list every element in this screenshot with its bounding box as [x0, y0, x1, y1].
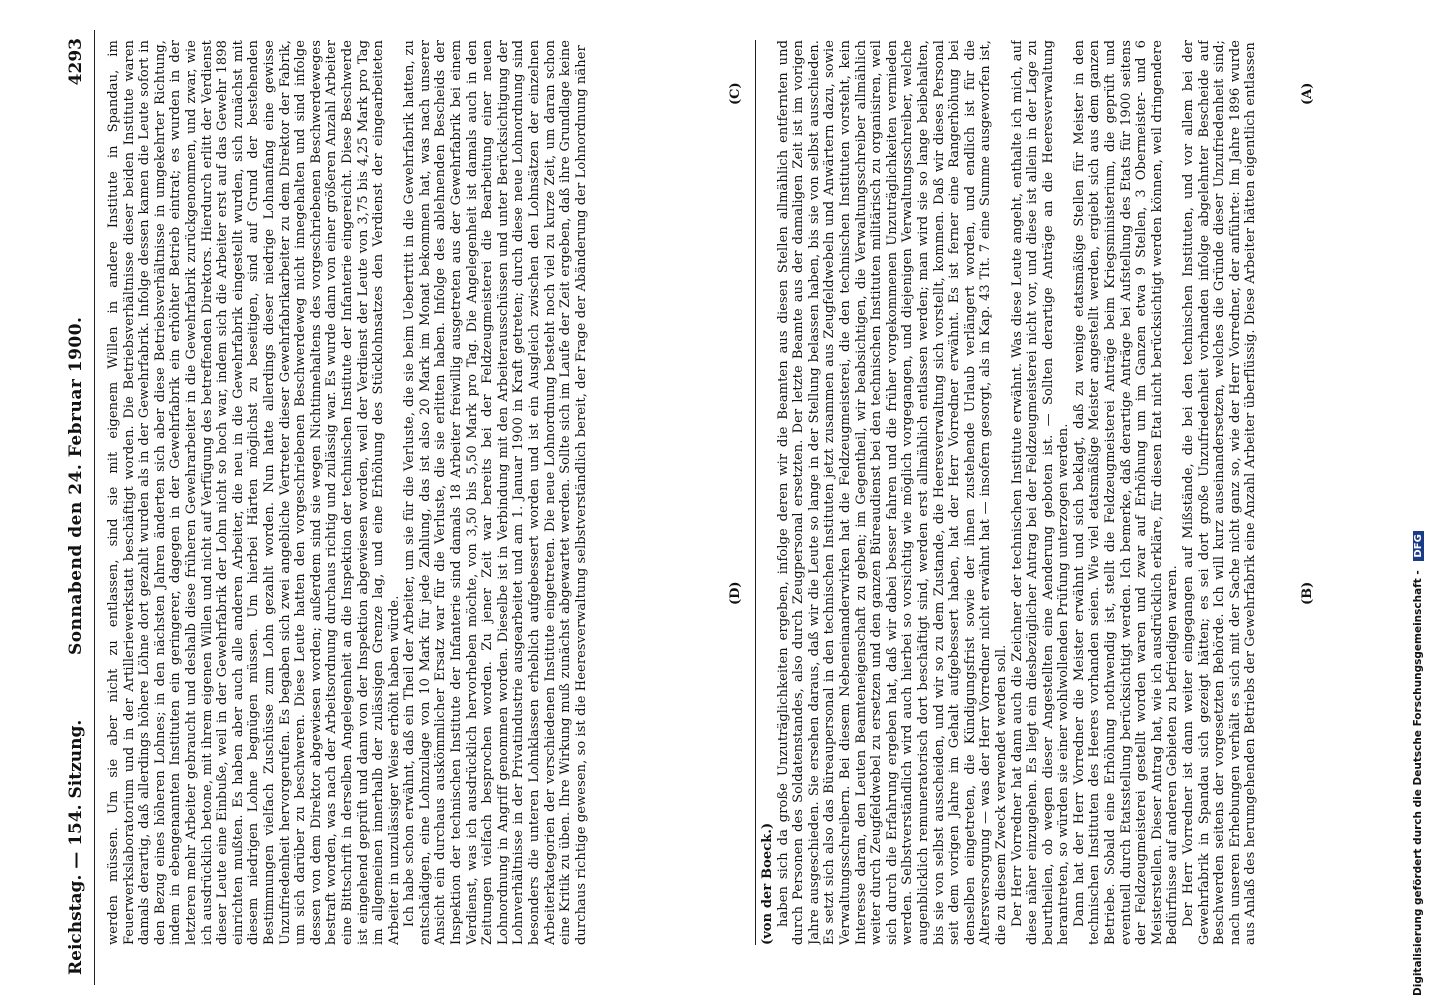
- header-date: Sonnabend den 24. Februar 1900.: [66, 316, 86, 655]
- margin-mark-d: (D): [728, 581, 743, 605]
- paragraph: Dann hat der Herr Vorredner die Meister erwähnt und sich beklagt, daß zu wenige etatsmäßige Stellen für Meister in den technischen Instituten des Heeres vorhanden seien. Wie viel etatsmäßige Meister angestellt werden, ergiebt sich aus dem ganzen Betriebe. Sobald eine Erhöhung nothwendig ist, stellt die Feldzeugmeisterei Anträge beim Kriegsministerium, die geprüft und eventuell durch Etatsstellung berücksichtigt werden. Ich bemerke, daß derartige Anträge bei Aufstellung des Etats für 1900 seitens der Feldzeugmeisterei gestellt worden waren und zwar auf Erhöhung um im Ganzen etwa 9 Stellen, 3 Obermeister- und 6 Meisterstellen. Dieser Antrag hat, wie ich ausdrücklich erkläre, für diesen Etat nicht berücksichtigt werden können, weil dringendere Bedürfnisse auf anderen Gebieten zu befriedigen waren.: [1071, 40, 1181, 945]
- paragraph: werden müssen. Um sie aber nicht zu entlassen, sind sie mit eigenem Willen in andere Institute in Spandau, im Feuerwerkslaboratorium und in der Artilleriewerkstatt beschäftigt worden. Die Betriebsverhältnisse dieser beiden Institute waren damals derartig, daß allerdings höhere Löhne dort gezahlt wurden als in der Gewehrfabrik. Infolge dessen kamen die Leute sofort in den Bezug eines höheren Lohnes; in den nächsten Jahren änderten sich aber diese Betriebsverhältnisse in umgekehrter Richtung, indem in ebengenannten Instituten ein geringerer, dagegen in der Gewehrfabrik ein erhöhter Betrieb eintrat; es wurden in der letzteren mehr Arbeiter gebraucht und deshalb diese früheren Gewehrarbeiter in die Gewehrfabrik zurückgenommen, und zwar, wie ich ausdrücklich betone, mit ihrem eigenen Willen und nicht auf Verfügung des betreffenden Direktors. Hierdurch erlitt der Verdienst dieser Leute eine Einbuße, weil in der Gewehrfabrik der Lohn nicht so hoch war, indem sich die Arbeiter erst auf das Gewehr 1898 einrichten mußten. Es haben aber auch alle anderen Arbeiter, die neu in die Gewehrfabrik eingestellt wurden, sich zunächst mit diesem niedrigen Lohne begnügen müssen. Um hierbei Härten möglichst zu beseitigen, sind auf Grund der bestehenden Bestimmungen vielfach Zuschüsse zum Lohn gezahlt worden. Nun hatte allerdings dieser niedrige Lohnanfang eine gewisse Unzufriedenheit hervorgerufen. Es begaben sich zwei angebliche Vertreter dieser Gewehrfabrikarbeiter zu dem Direktor der Fabrik, um sich darüber zu beschweren. Diese Leute hatten den vorgeschriebenen Beschwerdeweg nicht innegehalten und sind infolge dessen von dem Direktor abgewiesen worden; außerdem sind sie wegen Nichtinnehaltens des vorgeschriebenen Beschwerdeweges bestraft worden, was nach der Arbeitsordnung durchaus richtig und zulässig war. Es wurde dann von einer größeren Anzahl Arbeiter eine Bittschrift in derselben Angelegenheit an die Inspektion der technischen Institute der Infanterie eingereicht. Diese Beschwerde ist eingehend geprüft und dann von der Inspektion abgewiesen worden, weil der Verdienst der Leute von 3,75 bis 4,25 Mark pro Tag im allgemeinen innerhalb der zulässigen Grenze lag, und eine Erhöhung des Stücklohnsatzes den Verdienst der eingearbeiteten Arbeiter in unzulässiger Weise erhöht haben würde.: [106, 40, 402, 945]
- newspaper-sheet: [60, 30, 1410, 985]
- paragraph: Der Herr Vorredner ist dann weiter eingegangen auf Mißstände, die bei den technischen Instituten, und vor allem bei der Gewehrfabrik in Spandau sich gezeigt hätten; es sei dort große Unzufriedenheit vorhanden infolge abgelehnter Bescheide auf Beschwerden seitens der vorgesetzten Behörde. Ich will kurz auseinandersetzen, welches die Gründe dieser Unzufriedenheit sind; nach unseren Erhebungen verhält es sich mit der Sache nicht ganz so, wie der Herr Vorredner, der anführte: Im Jahre 1896 wurde aus Anlaß des herumgehenden Betriebs der Gewehrfabrik eine Anzahl Arbeiter überflüssig. Diese Arbeiter hätten eigentlich entlassen: [1181, 40, 1259, 945]
- credit-text: Digitalisierung gefördert durch die Deutsche Forschungsgemeinschaft -: [1412, 570, 1424, 996]
- digitization-credit: [1412, 6, 1430, 996]
- margin-mark-b: (B): [1300, 581, 1315, 605]
- column-divider: [755, 40, 756, 945]
- page-number: 4293: [66, 38, 86, 86]
- header-left-title: Reichstag. — 154. Sitzung.: [66, 719, 86, 975]
- paragraph: Der Herr Vorredner hat dann auch die Zeichner der technischen Institute erwähnt. Was diese Leute angeht, enthalte ich mich, auf diese näher einzugehen. Es liegt ein diesbezüglicher Antrag bei der Feldzeugmeisterei nicht vor, und diese ist allein in der Lage zu beurtheilen, ob wegen dieser Angestellten eine Aenderung geboten ist. — Sollten derartige Anträge an die Heeresverwaltung herantreten, so würden sie einer wohlwollenden Prüfung unterzogen werden.: [1009, 40, 1072, 945]
- column-left: [760, 40, 1420, 945]
- dfg-logo: DFG: [1413, 531, 1424, 560]
- margin-mark-a: (A): [1300, 82, 1315, 105]
- column-right: [106, 40, 751, 945]
- margin-mark-c: (C): [728, 82, 743, 105]
- header-rule: [94, 30, 95, 985]
- paragraph: haben sich da große Unzuträglichkeiten ergeben, infolge deren wir die Beamten aus diesen Stellen allmählich entfernten und durch Personen des Soldatenstandes, also durch Zeugpersonal ersetzten. Der letzte Beamte aus der damaligen Zeit ist im vorigen Jahre ausgeschieden. Sie ersehen daraus, daß wir die Leute so lange in der Stellung belassen haben, bis sie von selbst ausschieden. Es setzt sich also das Büreaupersonal in den technischen Instituten jetzt zusammen aus Zeugfeldwebeln und Anwärtern dazu, sowie Verwaltungsschreibern. Bei diesem Nebeneinanderwirken hat die Feldzeugmeisterei, die den technischen Instituten vorsteht, kein Interesse daran, den Leuten Beamteneigenschaft zu geben; im Gegentheil, wir beabsichtigen, die Verwaltungsschreiber allmählich weiter durch Zeugfeldwebel zu ersetzen und den ganzen Büreaudienst bei den technischen Instituten militärisch zu organisiren, weil sich durch die Erfahrung ergeben hat, daß wir dabei besser fahren und die früher vorgekommenen Unzuträglichkeiten vermieden werden. Selbstverständlich wird auch hierbei so vorsichtig wie möglich vorgegangen, und diejenigen Verwaltungsschreiber, welche augenblicklich remuneratorisch dort beschäftigt sind, werden erst allmählich entlassen werden; man wird sie so lange beibehalten, bis sie von selbst ausscheiden, und wir so zu dem Zustande, die Heeresverwaltung sich vorstellt, kommen. Daß wir dieses Personal seit dem vorigen Jahre im Gehalt aufgebessert haben, hat der Herr Vorredner erwähnt. Es ist ferner eine Rangerhöhung bei denselben eingetreten, die Kündigungsfrist sowie der ihnen zustehende Urlaub verlängert worden, und endlich ist für die Altersversorgung — was der Herr Vorredner nicht erwähnt hat — insofern gesorgt, als in Kap. 43 Tit. 7 eine Summe ausgeworfen ist, die zu diesem Zweck verwendet werden soll.: [775, 40, 1009, 945]
- paragraph: Ich habe schon erwähnt, daß ein Theil der Arbeiter, um sie für die Verluste, die sie beim Uebertritt in die Gewehrfabrik hatten, zu entschädigen, eine Lohnzulage von 10 Mark für jede Zahlung, das ist also 20 Mark im Monat bekommen hat, was nach unserer Ansicht ein durchaus auskömmlicher Ersatz war für die Verluste, die sie erlitten haben. Infolge des ablehnenden Bescheids der Inspektion der technischen Institute der Infanterie sind damals 18 Arbeiter freiwillig ausgetreten aus der Gewehrfabrik bei einem Verdienst, was ich ausdrücklich hervorheben möchte, von 3,50 bis 5,50 Mark pro Tag. Die Angelegenheit ist damals auch in den Zeitungen vielfach besprochen worden. Zu jener Zeit war bereits bei der Feldzeugmeisterei die Bearbeitung einer neuen Lohnordnung in Angriff genommen worden. Dieselbe ist in Verbindung mit den Arbeiterausschüssen und unter Berücksichtigung der Lohnverhältnisse in der Privatindustrie ausgearbeitet und am 1. Januar 1900 in Kraft getreten; durch diese neue Lohnordnung sind besonders die unteren Lohnklassen erheblich aufgebessert worden und ist ein Ausgleich zwischen den Lohnsätzen der einzelnen Arbeiterkategorien der verschiedenen Institute eingetreten. Die neue Lohnordnung besteht noch viel zu kurze Zeit, um daran schon eine Kritik zu üben. Ihre Wirkung muß zunächst abgewartet werden. Sollte sich im Laufe der Zeit ergeben, daß ihre Grundlage keine durchaus richtige gewesen, so ist die Heeresverwaltung selbstverständlich bereit, der Frage der Abänderung der Lohnordnung näher: [402, 40, 589, 945]
- page-header: [60, 30, 96, 985]
- speaker-label: (von der Boeck.): [760, 822, 775, 945]
